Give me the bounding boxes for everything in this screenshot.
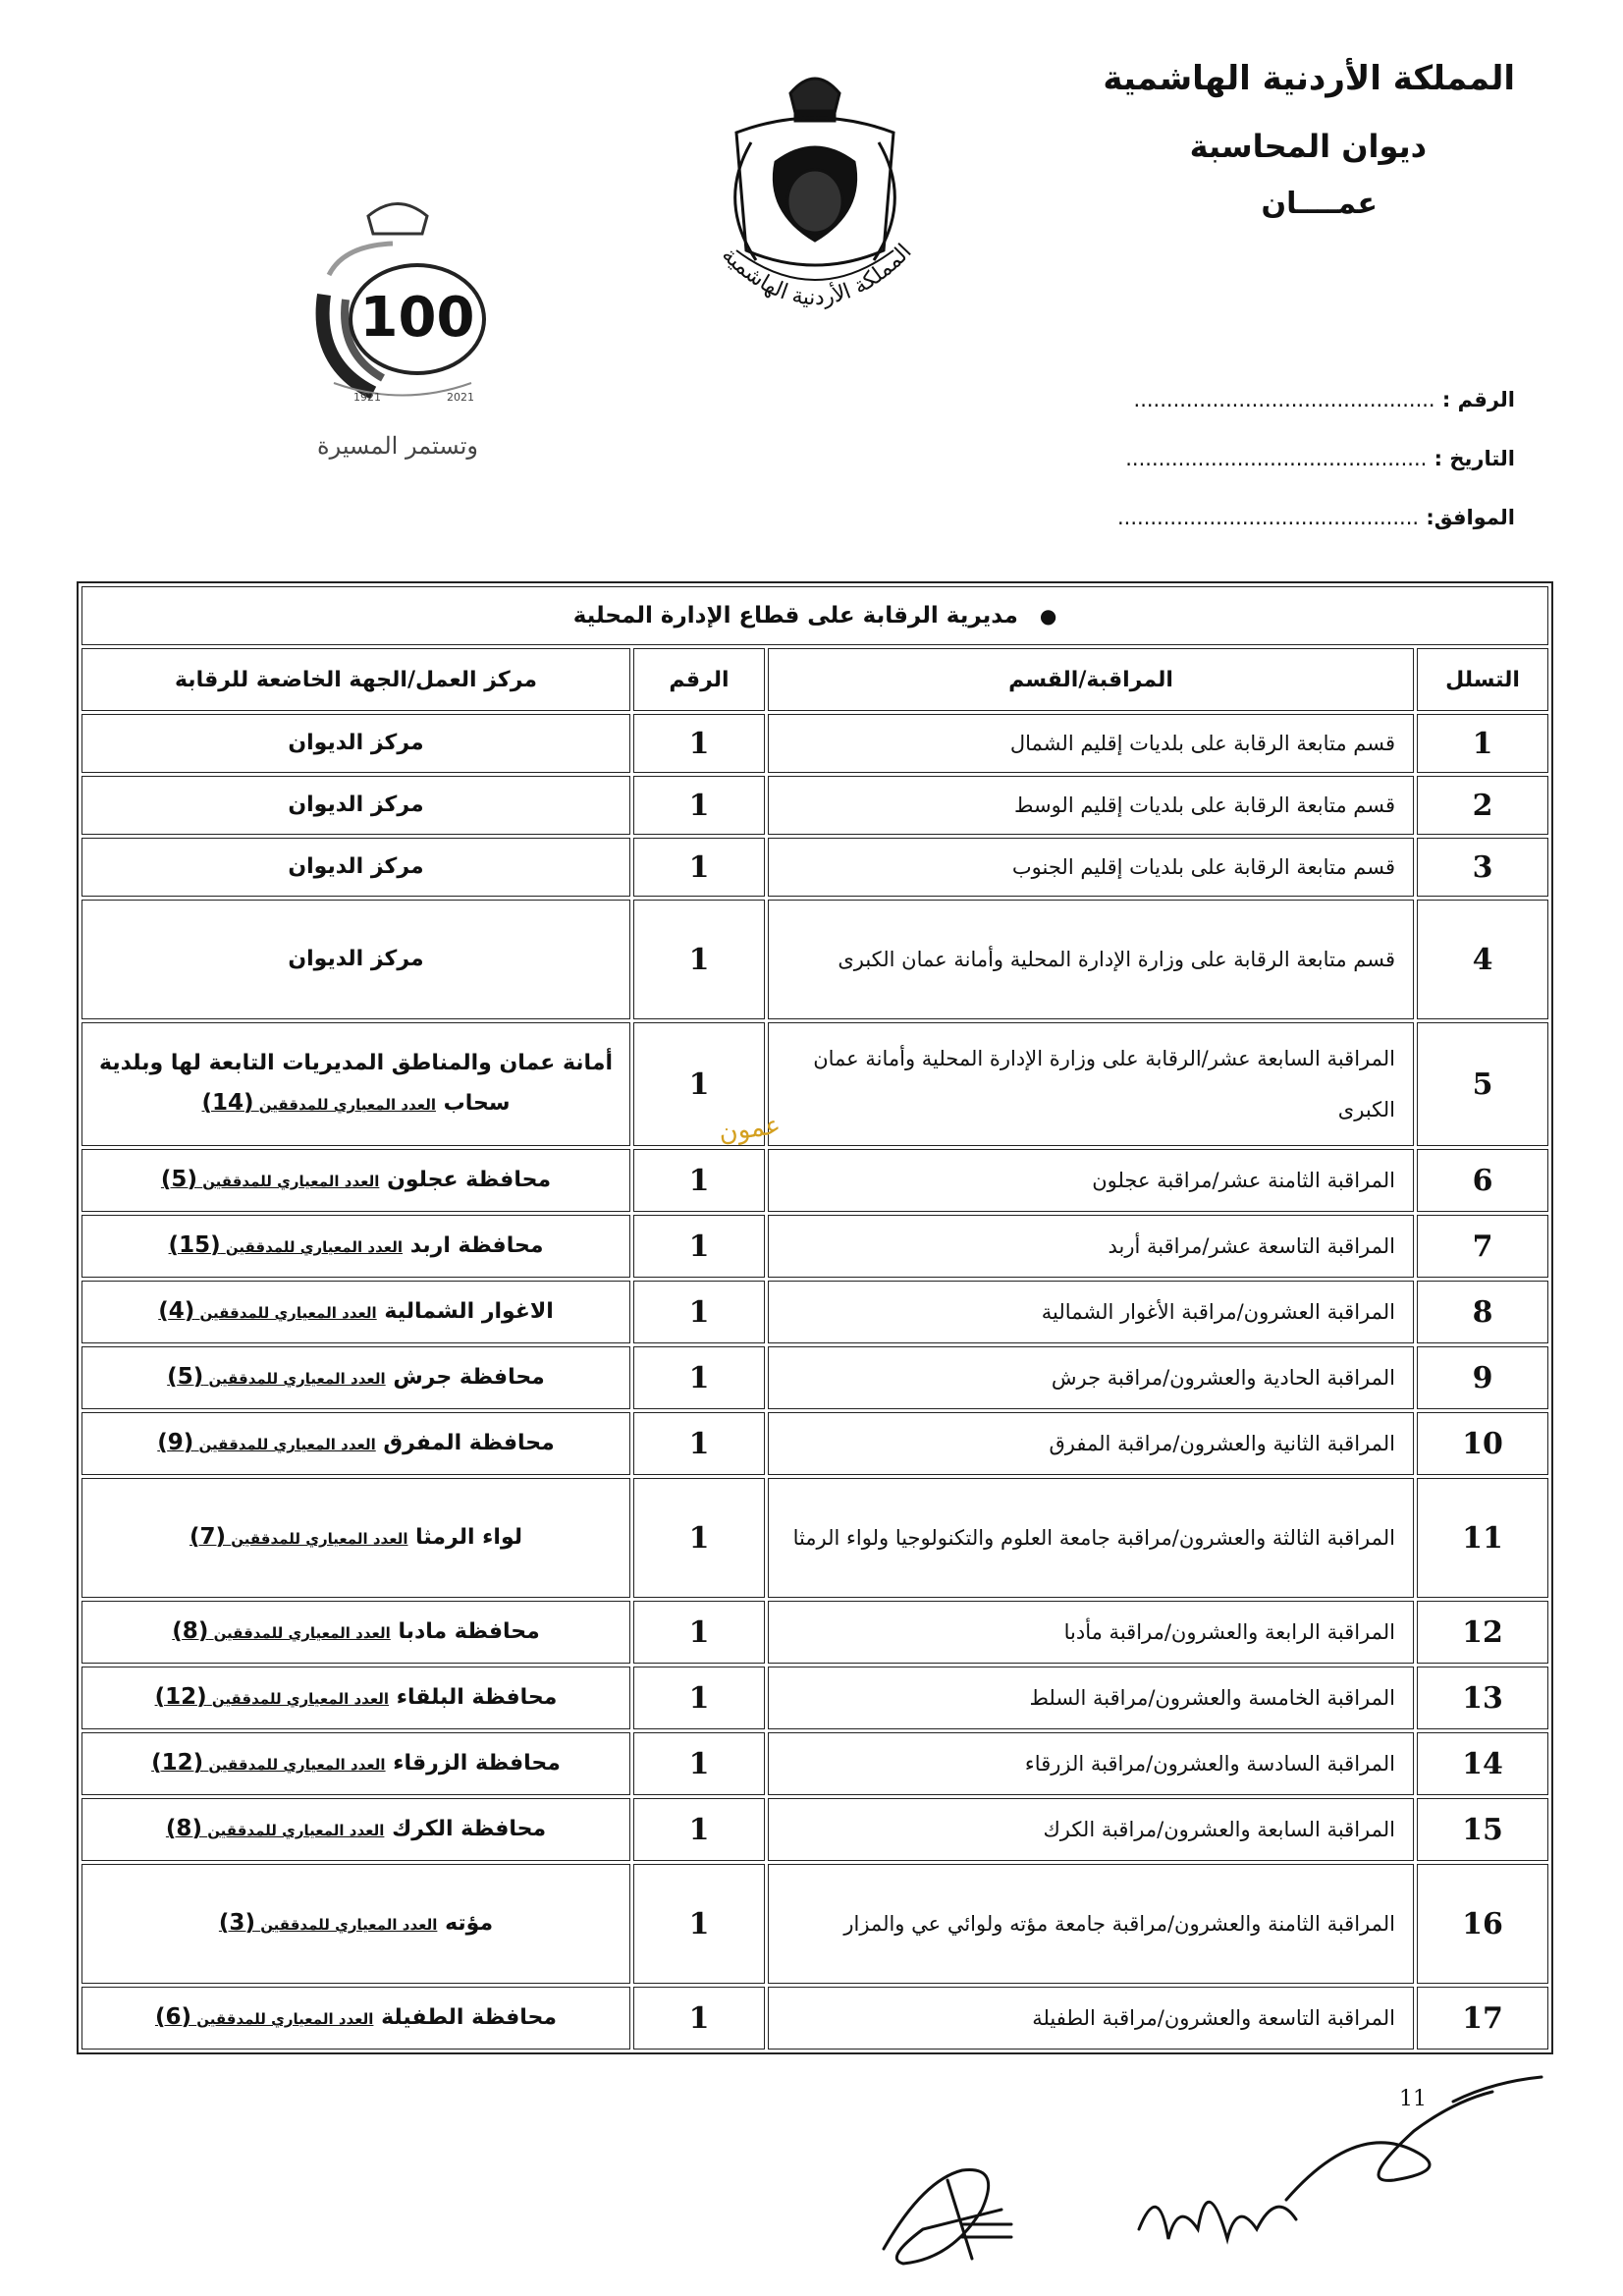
cell-dept: قسم متابعة الرقابة على وزارة الإدارة المحلية وأمانة عمان الكبرى: [768, 900, 1414, 1019]
table-row: [81, 1215, 1548, 1278]
cell-center: [81, 838, 630, 897]
work-center: محافظة الزرقاء: [393, 1751, 561, 1776]
cell-dept: المراقبة السادسة والعشرون/مراقبة الزرقاء: [768, 1732, 1414, 1795]
auditors-count: (7): [189, 1524, 227, 1550]
cell-dept: المراقبة السابعة والعشرون/مراقبة الكرك: [768, 1798, 1414, 1861]
work-center: محافظة الطفيلة: [381, 2005, 558, 2030]
cell-dept: المراقبة الثامنة والعشرون/مراقبة جامعة مؤته ولوائي عي والمزار: [768, 1864, 1414, 1984]
auditors-label: العدد المعياري للمدققين: [211, 1690, 390, 1708]
cell-center: [81, 1215, 630, 1278]
work-center: مركز الديوان: [288, 731, 424, 755]
cell-num: 1: [633, 900, 765, 1019]
auditors-label: العدد المعياري للمدققين: [225, 1238, 404, 1256]
work-center: محافظة عجلون: [387, 1168, 552, 1192]
date-value: ..............................................: [1125, 447, 1428, 470]
standard-auditors: [154, 2004, 374, 2030]
auditors-label: العدد المعياري للمدققين: [213, 1624, 391, 1642]
cell-dept: قسم متابعة الرقابة على بلديات إقليم الجنوب: [768, 838, 1414, 897]
centenary-logo: [285, 187, 511, 471]
cell-seq: 8: [1417, 1281, 1548, 1343]
work-center: محافظة المفرق: [383, 1431, 555, 1455]
table-title-text: مديرية الرقابة على قطاع الإدارة المحلية: [572, 603, 1018, 629]
cell-seq: 12: [1417, 1601, 1548, 1664]
auditors-label: العدد المعياري للمدققين: [202, 1173, 380, 1190]
work-center: محافظة الكرك: [392, 1817, 547, 1841]
auditors-count: (8): [165, 1816, 202, 1841]
cell-dept: المراقبة الثالثة والعشرون/مراقبة جامعة العلوم والتكنولوجيا ولواء الرمثا: [768, 1478, 1414, 1598]
page-number: 11: [1399, 2087, 1427, 2111]
table-row: [81, 1667, 1548, 1729]
work-center: الاغوار الشمالية: [384, 1299, 554, 1324]
auditors-count: (9): [157, 1430, 194, 1455]
cell-num: 1: [633, 1281, 765, 1343]
auditors-label: العدد المعياري للمدققين: [258, 1096, 436, 1114]
auditors-count: (14): [201, 1090, 254, 1116]
header-center: مركز العمل/الجهة الخاضعة للرقابة: [81, 648, 630, 711]
table-row: [81, 1478, 1548, 1598]
auditors-count: (12): [154, 1684, 207, 1710]
cell-seq: 10: [1417, 1412, 1548, 1475]
cell-center: [81, 1732, 630, 1795]
table-row: [81, 1987, 1548, 2050]
header-num: الرقم: [633, 648, 765, 711]
office-name: ديوان المحاسبة: [1189, 128, 1427, 165]
cell-center: [81, 776, 630, 835]
cell-num: 1: [633, 1987, 765, 2050]
standard-auditors: [158, 1298, 377, 1324]
cell-num: 1: [633, 838, 765, 897]
cell-num: 1: [633, 1864, 765, 1984]
letterhead: [926, 59, 1515, 221]
cell-num: 1: [633, 1412, 765, 1475]
auditors-label: العدد المعياري للمدققين: [196, 2010, 374, 2028]
table-row: [81, 1864, 1548, 1984]
standard-auditors: [154, 1684, 390, 1710]
work-center: محافظة مادبا: [398, 1619, 540, 1644]
table-body: [81, 714, 1548, 2050]
cell-seq: 6: [1417, 1149, 1548, 1212]
standard-auditors: [157, 1430, 376, 1455]
cell-seq: 11: [1417, 1478, 1548, 1598]
cell-seq: 16: [1417, 1864, 1548, 1984]
cell-center: [81, 1987, 630, 2050]
table-row: [81, 776, 1548, 835]
work-center: مركز الديوان: [288, 854, 424, 879]
standard-auditors: [218, 1910, 438, 1936]
standard-auditors: [168, 1232, 404, 1258]
table-row: [81, 1732, 1548, 1795]
auditors-count: (8): [172, 1618, 209, 1644]
cell-dept: المراقبة العشرون/مراقبة الأغوار الشمالية: [768, 1281, 1414, 1343]
auditors-count: (6): [154, 2004, 191, 2030]
table-row: [81, 714, 1548, 773]
centenary-number: 100: [359, 286, 475, 350]
cell-num: 1: [633, 776, 765, 835]
table-row: [81, 1022, 1548, 1146]
table-row: [81, 900, 1548, 1019]
hijri-field: [1024, 506, 1515, 565]
watermark: عمون: [717, 1110, 783, 1149]
auditors-count: (5): [167, 1364, 204, 1390]
cell-seq: 9: [1417, 1346, 1548, 1409]
auditors-count: (3): [218, 1910, 255, 1936]
standard-auditors: [151, 1750, 386, 1776]
cell-dept: المراقبة الحادية والعشرون/مراقبة جرش: [768, 1346, 1414, 1409]
cell-dept: المراقبة التاسعة عشر/مراقبة أربد: [768, 1215, 1414, 1278]
standard-auditors: [160, 1167, 380, 1192]
date-field: [1024, 447, 1515, 506]
city-name: عمــــان: [1261, 187, 1378, 221]
cell-center: [81, 1149, 630, 1212]
crest-ring-text: المملكة الأردنية الهاشمية: [717, 239, 917, 311]
cell-seq: 4: [1417, 900, 1548, 1019]
audit-units-table: [77, 581, 1553, 2054]
work-center: مركز الديوان: [288, 947, 424, 971]
cell-dept: قسم متابعة الرقابة على بلديات إقليم الوسط: [768, 776, 1414, 835]
centenary-year-end: 2021: [447, 391, 474, 404]
auditors-count: (12): [151, 1750, 204, 1776]
standard-auditors: [172, 1618, 391, 1644]
table-row: [81, 1412, 1548, 1475]
table-row: [81, 1798, 1548, 1861]
cell-center: [81, 1601, 630, 1664]
cell-center: [81, 1022, 630, 1146]
cell-seq: 3: [1417, 838, 1548, 897]
auditors-count: (5): [160, 1167, 197, 1192]
hijri-value: ..............................................: [1117, 506, 1420, 529]
auditors-count: (4): [158, 1298, 195, 1324]
work-center: أمانة عمان والمناطق المديريات التابعة لها وبلدية سحاب: [99, 1051, 613, 1116]
auditors-label: العدد المعياري للمدققين: [208, 1756, 386, 1774]
header-seq: التسلل: [1417, 648, 1548, 711]
header-dept: المراقبة/القسم: [768, 648, 1414, 711]
table-row: [81, 1149, 1548, 1212]
cell-center: [81, 900, 630, 1019]
standard-auditors: [201, 1090, 436, 1116]
cell-center: [81, 714, 630, 773]
table-row: [81, 838, 1548, 897]
cell-center: [81, 1412, 630, 1475]
cell-seq: 7: [1417, 1215, 1548, 1278]
centenary-year-start: 1921: [353, 391, 381, 404]
cell-center: [81, 1281, 630, 1343]
work-center: محافظة البلقاء: [396, 1685, 558, 1710]
auditors-label: العدد المعياري للمدققين: [207, 1822, 385, 1839]
centenary-emblem-icon: [285, 187, 511, 422]
cell-dept: المراقبة السابعة عشر/الرقابة على وزارة الإدارة المحلية وأمانة عمان الكبرى: [768, 1022, 1414, 1146]
auditors-count: (15): [168, 1232, 221, 1258]
work-center: محافظة جرش: [393, 1365, 545, 1390]
standard-auditors: [165, 1816, 385, 1841]
cell-dept: المراقبة الثامنة عشر/مراقبة عجلون: [768, 1149, 1414, 1212]
cell-dept: المراقبة الثانية والعشرون/مراقبة المفرق: [768, 1412, 1414, 1475]
cell-num: 1: [633, 1149, 765, 1212]
work-center: مؤته: [445, 1911, 494, 1936]
auditors-label: العدد المعياري للمدققين: [260, 1916, 438, 1934]
cell-dept: المراقبة التاسعة والعشرون/مراقبة الطفيلة: [768, 1987, 1414, 2050]
bullet-icon: ●: [1039, 604, 1057, 628]
cell-num: 1: [633, 1478, 765, 1598]
cell-num: 1: [633, 1601, 765, 1664]
standard-auditors: [167, 1364, 386, 1390]
auditors-label: العدد المعياري للمدققين: [198, 1436, 376, 1453]
cell-seq: 13: [1417, 1667, 1548, 1729]
cell-num: 1: [633, 1798, 765, 1861]
cell-seq: 2: [1417, 776, 1548, 835]
auditors-label: العدد المعياري للمدققين: [199, 1304, 377, 1322]
cell-num: 1: [633, 1022, 765, 1146]
cell-num: 1: [633, 1732, 765, 1795]
ref-value: ..............................................: [1133, 388, 1435, 411]
kingdom-name: المملكة الأردنية الهاشمية: [1103, 59, 1515, 98]
signatures-icon: [864, 2062, 1551, 2278]
cell-seq: 17: [1417, 1987, 1548, 2050]
cell-dept: قسم متابعة الرقابة على بلديات إقليم الشمال: [768, 714, 1414, 773]
reference-fields: [1024, 388, 1515, 565]
cell-dept: المراقبة الرابعة والعشرون/مراقبة مأدبا: [768, 1601, 1414, 1664]
work-center: لواء الرمثا: [415, 1525, 522, 1550]
cell-seq: 5: [1417, 1022, 1548, 1146]
table-row: [81, 1601, 1548, 1664]
cell-num: 1: [633, 1346, 765, 1409]
cell-center: [81, 1864, 630, 1984]
hijri-label: الموافق:: [1426, 506, 1515, 529]
centenary-slogan: وتستمر المسيرة: [317, 432, 478, 460]
cell-seq: 15: [1417, 1798, 1548, 1861]
cell-seq: 14: [1417, 1732, 1548, 1795]
cell-dept: المراقبة الخامسة والعشرون/مراقبة السلط: [768, 1667, 1414, 1729]
table-title: [81, 586, 1548, 645]
work-center: محافظة اربد: [409, 1233, 544, 1258]
cell-seq: 1: [1417, 714, 1548, 773]
ref-field: [1024, 388, 1515, 447]
table-row: [81, 1281, 1548, 1343]
standard-auditors: [189, 1524, 408, 1550]
cell-num: 1: [633, 714, 765, 773]
coat-of-arms-icon: [677, 54, 952, 349]
cell-center: [81, 1478, 630, 1598]
cell-center: [81, 1798, 630, 1861]
ref-label: الرقم :: [1441, 388, 1515, 411]
date-label: التاريخ :: [1434, 447, 1515, 470]
cell-num: 1: [633, 1215, 765, 1278]
auditors-label: العدد المعياري للمدققين: [208, 1370, 386, 1388]
cell-num: 1: [633, 1667, 765, 1729]
cell-center: [81, 1667, 630, 1729]
work-center: مركز الديوان: [288, 793, 424, 817]
cell-center: [81, 1346, 630, 1409]
auditors-label: العدد المعياري للمدققين: [231, 1530, 408, 1548]
table-row: [81, 1346, 1548, 1409]
